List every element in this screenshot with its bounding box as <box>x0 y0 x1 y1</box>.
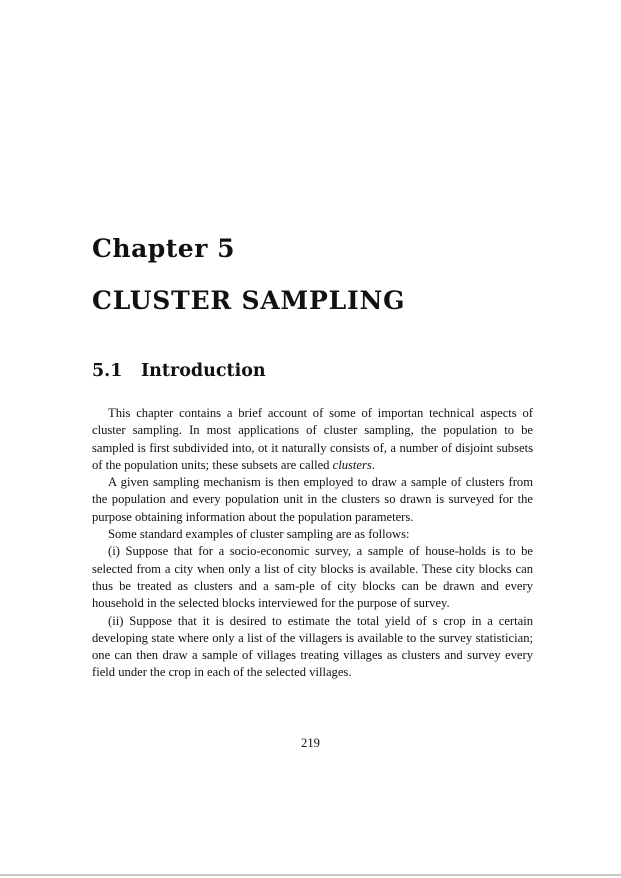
paragraph: A given sampling mechanism is then employed to draw a sample of clusters from the population and every population unit in the clusters so drawn is surveyed for the purpose obtaining information about the population parameters. <box>92 475 533 524</box>
paragraph-text: This chapter contains a brief account of some of importan technical aspects of cluster sampling. In most applications of cluster sampling, the population to be sampled is first subdivided into, ot it naturally consists of, a number of disjoint subsets of the population units; these subsets are called <box>92 406 533 472</box>
paragraph <box>92 405 533 474</box>
paragraph: Some standard examples of cluster sampling are as follows: <box>108 527 410 542</box>
section-heading <box>92 361 266 381</box>
body-text <box>92 405 533 682</box>
section-title: Introduction <box>141 361 266 381</box>
page-number: 219 <box>301 736 320 750</box>
paragraph: (ii) Suppose that it is desired to estimate the total yield of s crop in a certain developing state where only a list of the villagers is available to the survey statistician; one can then draw a sample of villages treating villages as clusters and survey every field under the crop in each of the selected villages. <box>92 613 533 680</box>
chapter-label: Chapter 5 <box>92 234 235 263</box>
section-number: 5.1 <box>92 361 123 381</box>
paragraph: (i) Suppose that for a socio-economic survey, a sample of house-holds is to be selected from a city when only a list of city blocks is available. These city blocks can thus be treated as clusters and a sam-ple of city blocks can be drawn and every household in the selected blocks interviewed for the purpose of survey. <box>92 544 533 611</box>
paragraph-text: . <box>371 457 375 472</box>
emphasized-term: clusters <box>332 457 372 472</box>
chapter-title: CLUSTER SAMPLING <box>92 286 406 315</box>
bottom-rule <box>0 874 621 876</box>
